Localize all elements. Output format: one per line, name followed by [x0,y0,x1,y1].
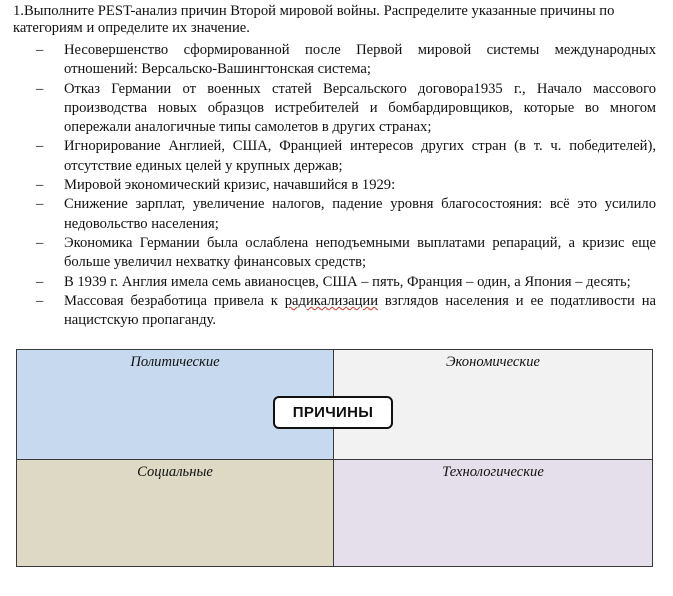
dash-marker: – [36,234,44,251]
dash-marker: – [36,177,44,194]
list-item-text-part: Массовая безработица привела к [64,292,285,309]
task-text: 1.Выполните PEST-анализ причин Второй мировой войны. Распределите указанные причины по категориям и определите их значение. [13,3,615,37]
dash-marker: – [36,292,44,309]
pest-label-political: Политические [130,354,220,370]
list-item [36,80,656,138]
dash-marker: – [36,138,44,155]
dash-marker: – [36,196,44,213]
causes-list [36,41,656,330]
list-item [36,234,656,273]
list-item [36,176,656,195]
list-item [36,137,656,176]
list-item [36,292,656,331]
list-item-text: Несовершенство сформированной после Первой мировой системы международных отношений: Версальско-Вашингтонская система; [64,42,656,78]
dash-marker: – [36,80,44,97]
list-item-text: Экономика Германии была ослаблена неподъемными выплатами репараций, а кризис еще больше увеличил нехватку финансовых средств; [64,234,656,271]
dash-marker: – [36,42,44,58]
list-item-text [64,293,656,328]
pest-label-economic: Экономические [445,354,541,370]
pest-label-technological: Технологические [442,464,544,480]
pest-cell-technological [334,460,652,566]
list-item [36,195,656,234]
list-item-text: В 1939 г. Англия имела семь авианосцев, США – пять, Франция – один, а Япония – десять; [64,273,631,290]
list-item [36,41,656,80]
pest-center-label: ПРИЧИНЫ [273,396,393,429]
pest-label-social: Социальные [137,464,213,480]
pest-cell-social [17,460,334,566]
list-item-text-part: взглядов населения и ее податливости на нацистскую пропаганду. [64,292,657,329]
list-item-text: Снижение зарплат, увеличение налогов, падение уровня благосостояния: всё это усилило недовольство населения; [64,196,656,232]
list-item-text: Отказ Германии от военных статей Версальского договора1935 г., Начало массового производства новых образцов истребителей и бомбардировщиков, которые во многом опережали аналогичные типы самолетов в других странах; [64,80,656,136]
list-item-text: Мировой экономический кризис, начавшийся в 1929: [64,177,396,194]
spellcheck-underlined-word: радикализации [284,292,378,309]
list-item-text: Игнорирование Англией, США, Францией интересов других стран (в т. ч. победителей), отсутствие единых целей у крупных держав; [64,138,656,174]
dash-marker: – [36,273,44,290]
list-item [36,273,656,292]
pest-grid [16,349,653,567]
